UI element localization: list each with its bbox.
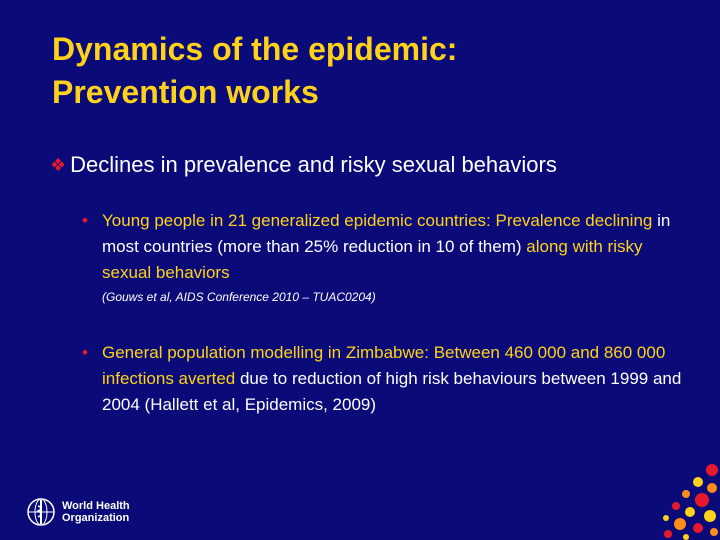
title-line-1: Dynamics of the epidemic:	[52, 31, 458, 67]
who-emblem-icon	[26, 497, 56, 527]
title-line-2: Prevention works	[52, 74, 319, 110]
bullet-dot-icon: •	[82, 343, 88, 362]
citation: (Gouws et al, AIDS Conference 2010 – TUAC0204)	[102, 290, 376, 304]
main-bullet-text: Declines in prevalence and risky sexual behaviors	[70, 152, 557, 177]
decorative-dots	[650, 460, 720, 540]
sub-bullet-2-body: due to reduction of high risk behaviours between 1999 and 2004 (Hallett et al, Epidemics, 2009)	[102, 369, 682, 414]
logo-line-1: World Health	[62, 500, 130, 512]
sub-bullet-2-highlight: General population modelling in Zimbabwe: Between 460 000 and 860 000 infections averted	[102, 343, 666, 388]
sub-bullet-1-body: in most countries (more than 25% reduction in 10 of them)	[102, 211, 671, 256]
bullet-dot-icon: •	[82, 211, 88, 230]
logo-line-2: Organization	[62, 512, 130, 524]
sub-bullet-1-highlight-2: along with risky sexual behaviors	[102, 237, 643, 282]
slide-title	[52, 28, 457, 114]
who-logo	[26, 497, 130, 527]
sub-bullet-1	[82, 208, 682, 286]
sub-bullet-1-highlight: Young people in 21 generalized epidemic countries: Prevalence declining	[102, 211, 653, 230]
diamond-bullet-icon: ❖	[50, 155, 67, 175]
main-bullet	[50, 150, 557, 180]
sub-bullet-2	[82, 340, 682, 418]
